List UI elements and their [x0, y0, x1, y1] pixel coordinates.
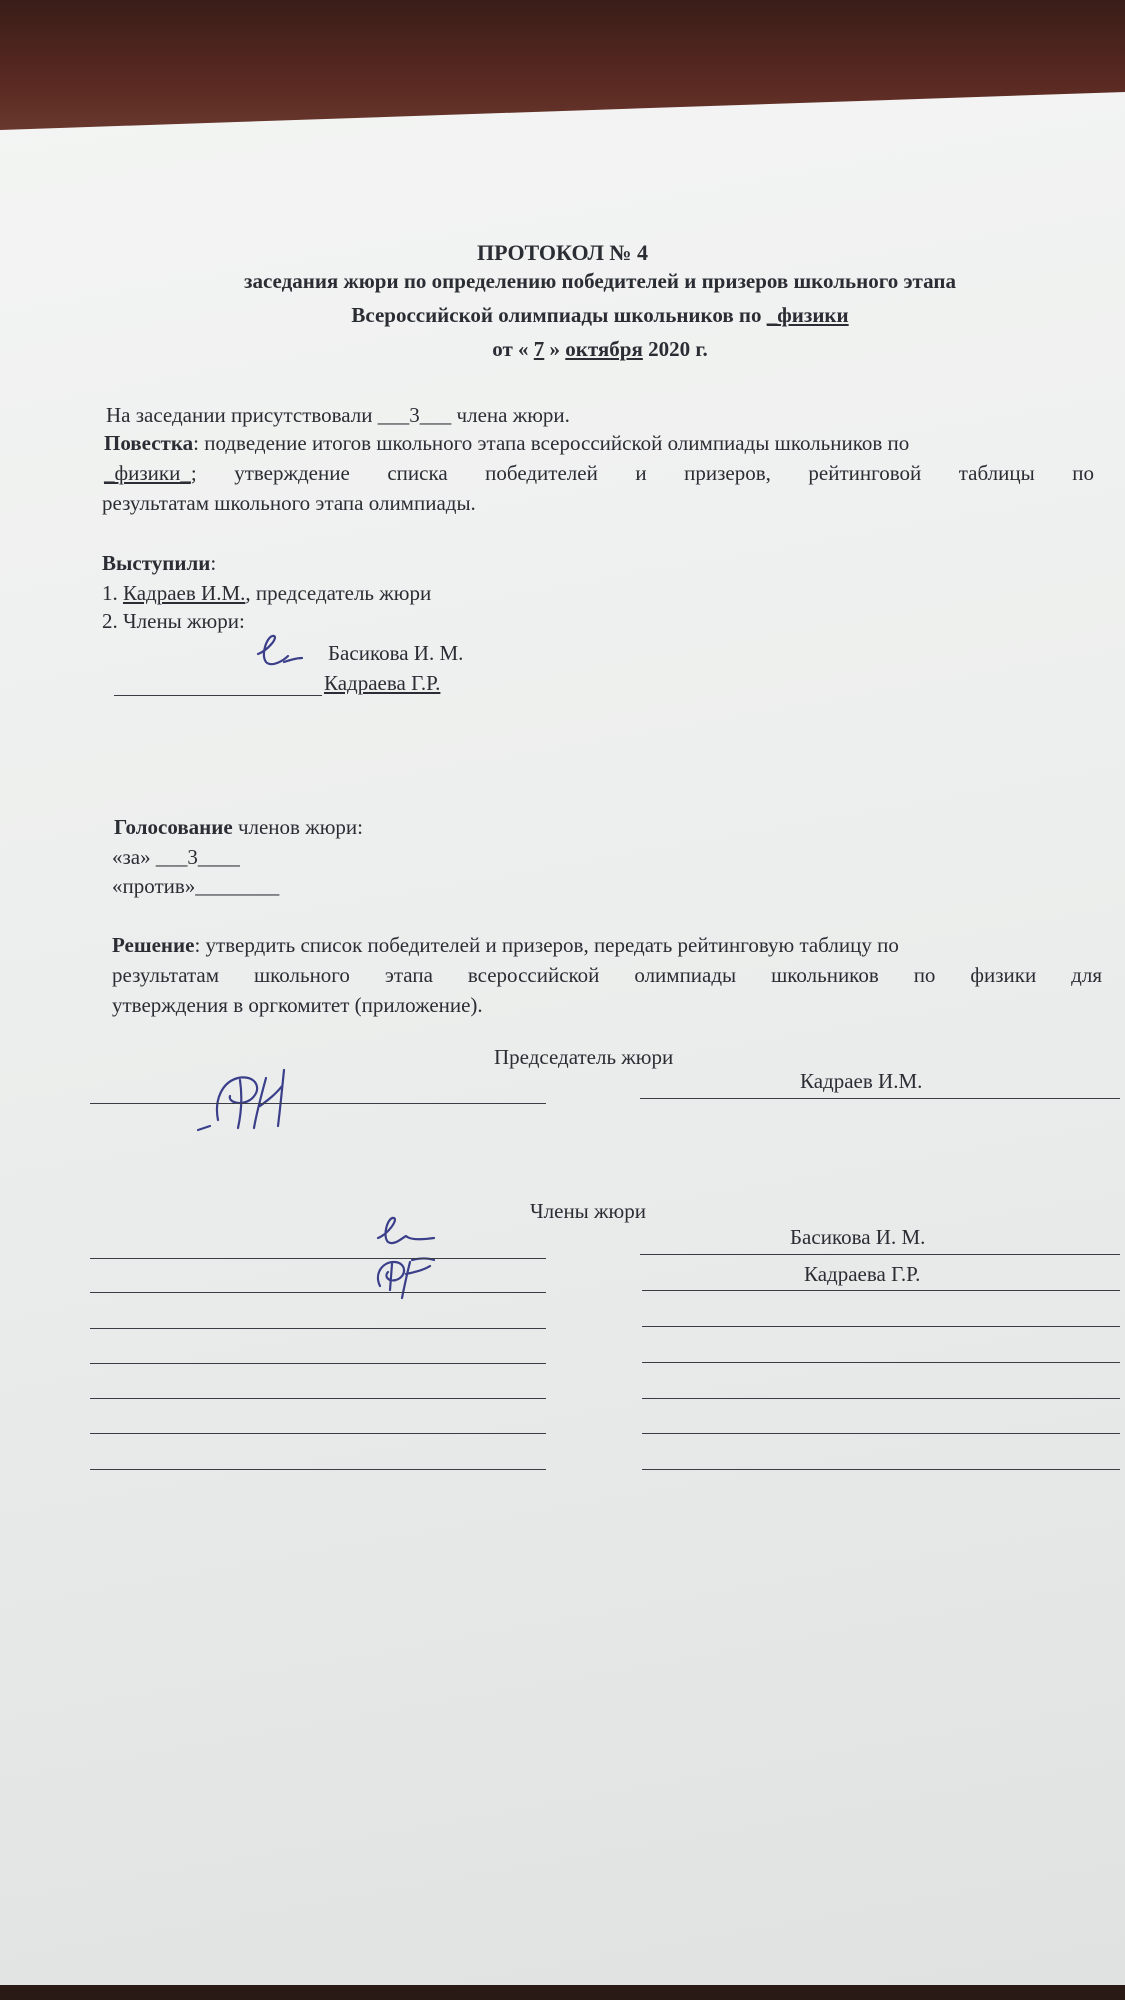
voting-label: Голосование — [114, 815, 233, 839]
member-line-left-2 — [90, 1292, 546, 1293]
date-year: 2020 г. — [642, 337, 708, 361]
member-line-left-4 — [90, 1363, 546, 1364]
member-line-right-7 — [642, 1469, 1120, 1470]
member-line-left-3 — [90, 1328, 546, 1329]
agenda-line1 — [104, 430, 909, 456]
member-line-right-4 — [642, 1362, 1120, 1363]
agenda-label: Повестка — [104, 431, 194, 455]
document-title: ПРОТОКОЛ № 4 — [477, 240, 648, 265]
agenda-text-rest: ; утверждение списка победителей и призеров, рейтинговой таблицы по — [190, 461, 1094, 485]
member-line-right-3 — [642, 1326, 1120, 1327]
chair-signature-line — [90, 1103, 546, 1104]
attendance-line — [106, 402, 570, 428]
decision-line3: утверждения в оргкомитет (приложение). — [112, 993, 483, 1017]
voting-for — [112, 844, 240, 870]
voting-against: «против»________ — [112, 874, 280, 898]
chair-title: Председатель жюри — [494, 1045, 674, 1069]
speaker-member-2: Кадраева Г.Р. — [324, 671, 441, 695]
speaker-member-line — [114, 695, 322, 696]
document-subtitle-line1: заседания жюри по определению победителей и призеров школьного этапа — [244, 269, 956, 293]
agenda-line3: результатам школьного этапа олимпиады. — [102, 491, 476, 515]
decision-line2: результатам школьного этапа всероссийской олимпиады школьников по физики для — [112, 963, 1102, 987]
signature-icon — [250, 632, 310, 672]
document-date — [160, 336, 1040, 362]
member-line-right-5 — [642, 1398, 1120, 1399]
member-line-left-6 — [90, 1433, 546, 1434]
date-prefix: от « — [492, 337, 534, 361]
member-name-2: Кадраева Г.Р. — [804, 1262, 921, 1286]
voting-label-rest: членов жюри: — [232, 815, 363, 839]
subtitle-prefix: Всероссийской олимпиады школьников по — [351, 303, 767, 327]
attendance-suffix: ___ члена жюри. — [419, 403, 570, 427]
member-line-right-2 — [642, 1290, 1120, 1291]
speaker-item-1-name: Кадраев И.М. — [123, 581, 246, 605]
agenda-text: : подведение итогов школьного этапа всероссийской олимпиады школьников по — [193, 431, 910, 455]
member-line-left-5 — [90, 1398, 546, 1399]
members-title: Члены жюри — [530, 1199, 646, 1223]
voting-heading — [114, 814, 363, 840]
agenda-subject: _физики_ — [104, 461, 191, 485]
date-day: 7 — [533, 337, 545, 361]
member-line-left-1 — [90, 1258, 546, 1259]
speaker-item-1 — [102, 580, 431, 606]
voting-for-tail: ____ — [197, 845, 240, 869]
attendance-count: 3 — [409, 403, 420, 427]
speaker-item-1-role: , председатель жюри — [245, 581, 432, 605]
chair-name-line — [640, 1098, 1120, 1099]
member-name-1: Басикова И. М. — [790, 1225, 926, 1249]
voting-for-count: 3 — [187, 845, 198, 869]
attendance-prefix: На заседании присутствовали ___ — [106, 403, 410, 427]
date-mid: » — [544, 337, 566, 361]
member-line-right-1 — [640, 1254, 1120, 1255]
background-bottom — [0, 1985, 1125, 2000]
speaker-item-1-num: 1. — [102, 581, 123, 605]
document-subtitle-line2 — [160, 302, 1040, 328]
chair-name: Кадраев И.М. — [800, 1069, 923, 1093]
chair-signature-icon — [200, 1060, 330, 1140]
member-signature-1-icon — [372, 1212, 442, 1252]
speakers-heading — [102, 550, 216, 576]
speaker-item-2: 2. Члены жюри: — [102, 609, 245, 633]
member-line-left-7 — [90, 1469, 546, 1470]
subject-name: _физики — [766, 303, 849, 327]
agenda-line2 — [104, 460, 1094, 486]
speakers-colon: : — [210, 551, 217, 575]
date-month: октября — [565, 337, 643, 361]
speaker-member-1: Басикова И. М. — [328, 641, 464, 665]
speakers-label: Выступили — [102, 551, 211, 575]
voting-for-label: «за» ___ — [112, 845, 188, 869]
decision-label: Решение — [112, 933, 195, 957]
member-line-right-6 — [642, 1433, 1120, 1434]
document-page — [0, 92, 1125, 1985]
decision-line1 — [112, 932, 899, 958]
decision-text: : утвердить список победителей и призеров, передать рейтинговую таблицу по — [194, 933, 899, 957]
